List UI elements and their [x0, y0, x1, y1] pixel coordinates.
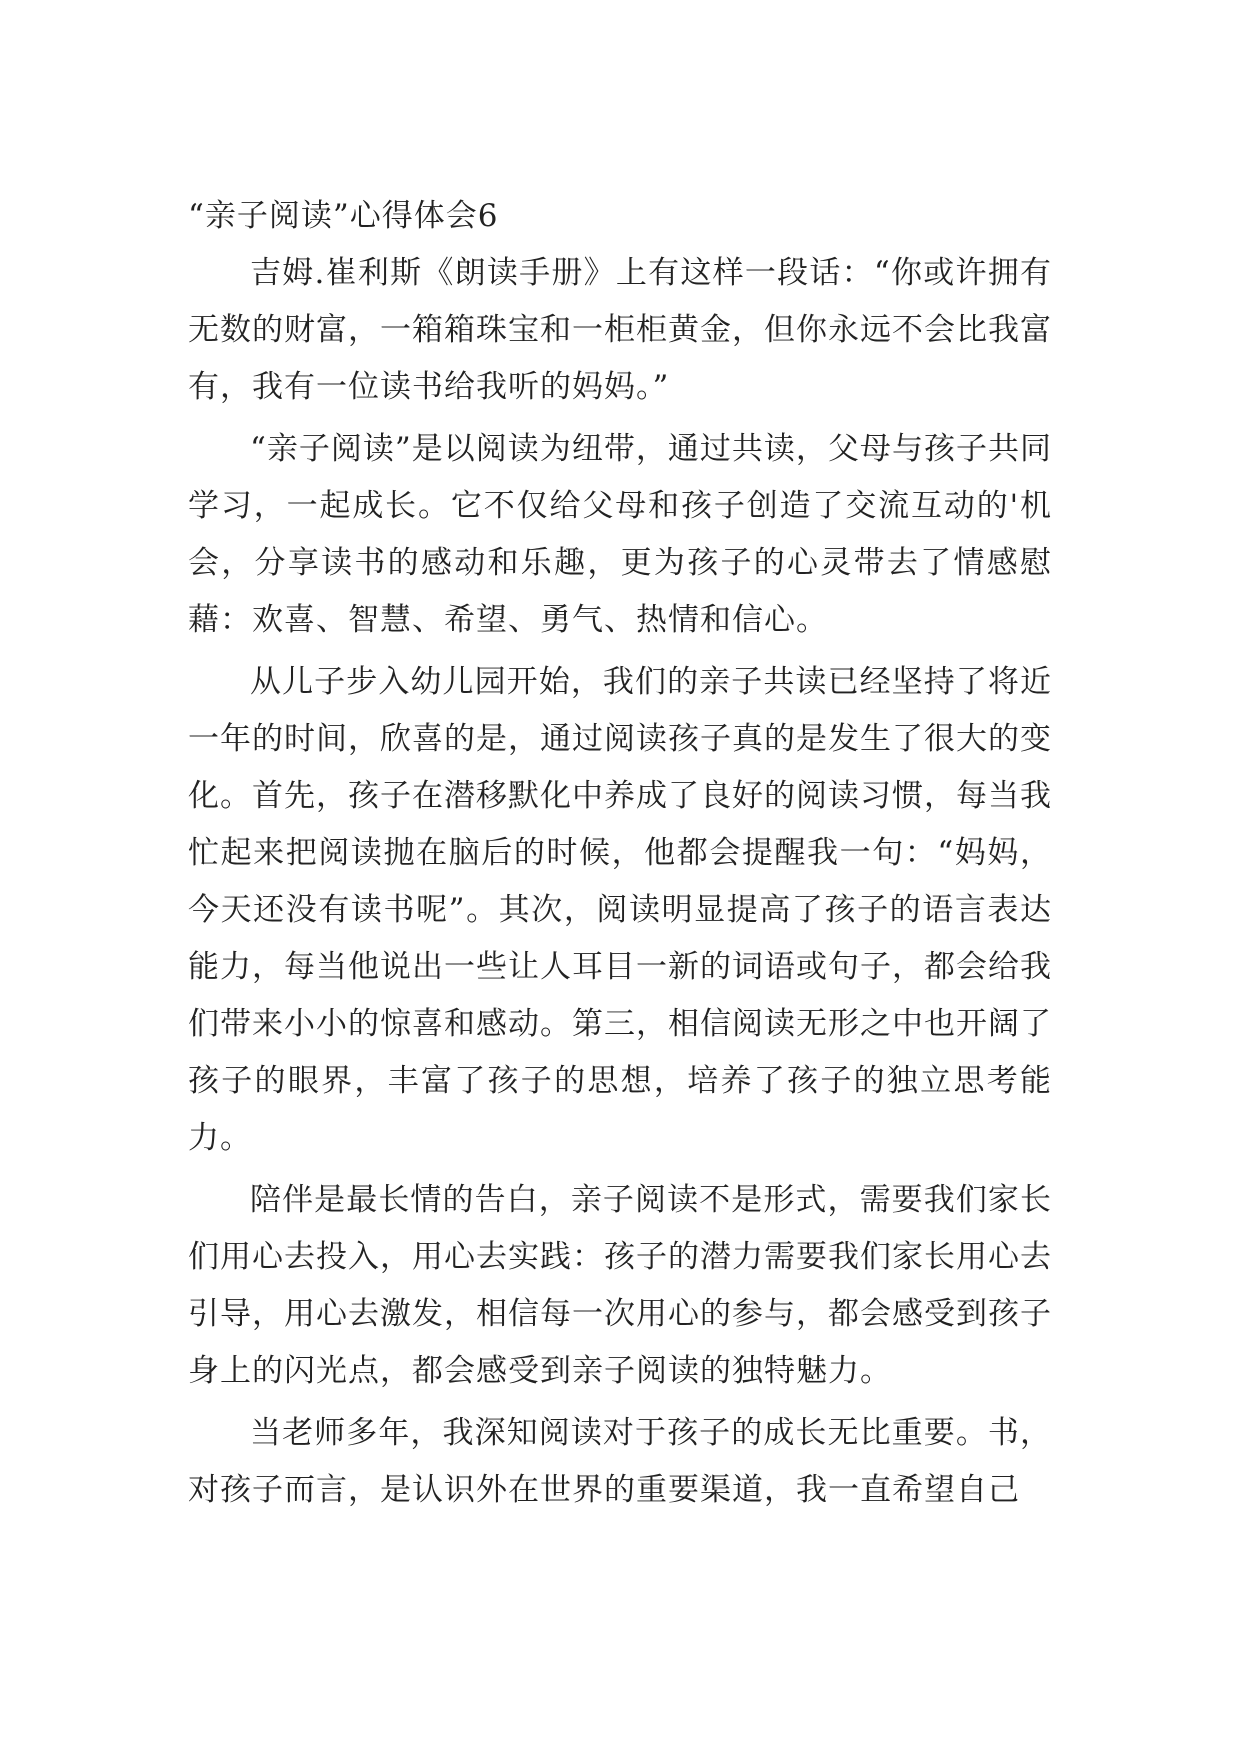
paragraph-teacher: 当老师多年，我深知阅读对于孩子的成长无比重要。书，对孩子而言，是认识外在世界的重要渠道，我一直希望自己	[188, 1415, 1052, 1508]
paragraph-companionship: 陪伴是最长情的告白，亲子阅读不是形式，需要我们家长们用心去投入，用心去实践：孩子的潜力需要我们家长用心去引导，用心去激发，相信每一次用心的参与，都会感受到孩子身上的闪光点，都会感受到亲子阅读的独特魅力。	[188, 1182, 1052, 1389]
document-title: “亲子阅读”心得体会6	[188, 198, 499, 234]
document-body	[188, 188, 1052, 1519]
paragraph-quote: 吉姆.崔利斯《朗读手册》上有这样一段话：“你或许拥有无数的财富，一箱箱珠宝和一柜柜黄金，但你永远不会比我富有，我有一位读书给我听的妈妈。”	[188, 255, 1052, 405]
paragraph-definition: “亲子阅读”是以阅读为纽带，通过共读，父母与孩子共同学习，一起成长。它不仅给父母和孩子创造了交流互动的'机会，分享读书的感动和乐趣，更为孩子的心灵带去了情感慰藉：欢喜、智慧、希望、勇气、热情和信心。	[188, 431, 1052, 638]
paragraph-experience: 从儿子步入幼儿园开始，我们的亲子共读已经坚持了将近一年的时间，欣喜的是，通过阅读孩子真的是发生了很大的变化。首先，孩子在潜移默化中养成了良好的阅读习惯，每当我忙起来把阅读抛在脑后的时候，他都会提醒我一句：“妈妈，今天还没有读书呢”。其次，阅读明显提高了孩子的语言表达能力，每当他说出一些让人耳目一新的词语或句子，都会给我们带来小小的惊喜和感动。第三，相信阅读无形之中也开阔了孩子的眼界，丰富了孩子的思想，培养了孩子的独立思考能力。	[188, 664, 1052, 1156]
